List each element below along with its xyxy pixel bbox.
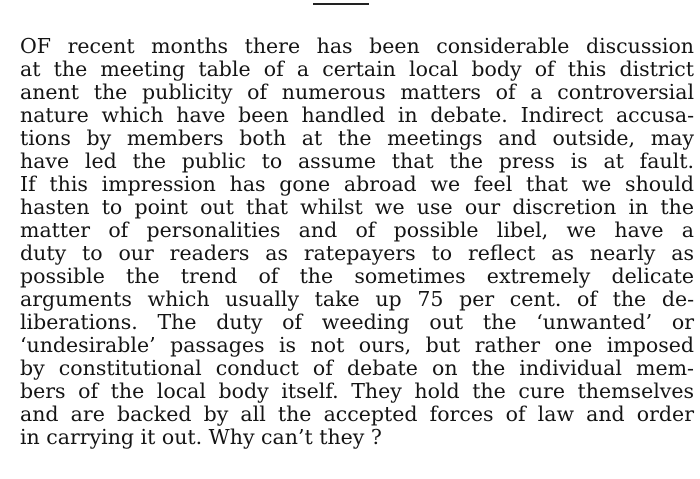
text-line-11: possible the trend of the sometimes extremely delicate xyxy=(20,264,694,288)
text-line-9: matter of personalities and of possible libel, we have a xyxy=(20,218,694,242)
text-line-7: If this impression has gone abroad we feel that we should xyxy=(20,172,694,196)
text-line-16: bers of the local body itself. They hold the cure themselves xyxy=(20,379,694,403)
text-line-18: in carrying it out. Why can’t they ? xyxy=(20,425,382,449)
text-line-12: arguments which usually take up 75 per cent. of the de- xyxy=(20,287,694,311)
text-line-15: by constitutional conduct of debate on the individual mem- xyxy=(20,356,694,380)
text-line-2: at the meeting table of a certain local body of this district xyxy=(20,57,694,81)
text-line-3: anent the publicity of numerous matters of a controversial xyxy=(20,80,694,104)
text-line-8: hasten to point out that whilst we use our discretion in the xyxy=(20,195,694,219)
text-line-14: ‘undesirable’ passages is not ours, but rather one imposed xyxy=(20,333,694,357)
top-divider-rule xyxy=(313,3,369,5)
editorial-paragraph xyxy=(20,35,694,449)
text-line-17: and are backed by all the accepted forces of law and order xyxy=(20,402,694,426)
text-line-6: have led the public to assume that the press is at fault. xyxy=(20,149,694,173)
text-line-10: duty to our readers as ratepayers to reflect as nearly as xyxy=(20,241,694,265)
text-line-4: nature which have been handled in debate. Indirect accusa- xyxy=(20,103,694,127)
text-line-1: OF recent months there has been considerable discussion xyxy=(20,34,694,58)
text-line-5: tions by members both at the meetings and outside, may xyxy=(20,126,694,150)
text-line-13: liberations. The duty of weeding out the ‘unwanted’ or xyxy=(20,310,694,334)
